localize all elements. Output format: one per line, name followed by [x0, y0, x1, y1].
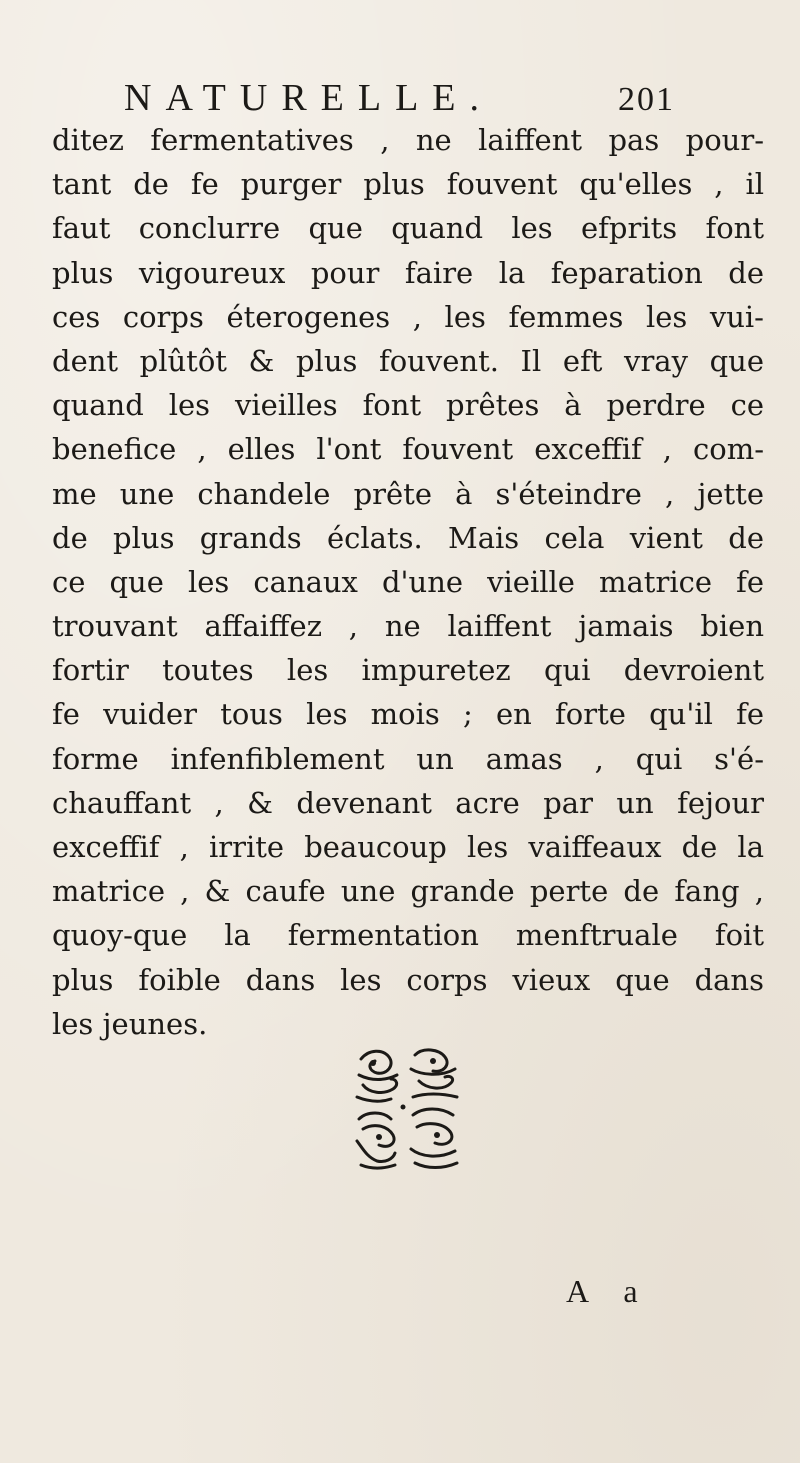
signature-mark: A a — [566, 1273, 652, 1309]
body-text — [52, 118, 764, 1046]
text-line: de plus grands éclats. Mais cela vient de — [52, 520, 764, 555]
text-line: trouvant affaiffez , ne laiffent jamais bien — [52, 609, 764, 644]
text-line: quand les vieilles font prêtes à perdre ce — [52, 388, 764, 423]
page-number: 201 — [618, 81, 675, 118]
text-line: plus vigoureux pour faire la feparation de — [52, 255, 764, 290]
printers-ornament-icon — [353, 1045, 463, 1175]
text-line: ditez fermentatives , ne laiffent pas pour- — [52, 123, 764, 157]
text-line: exceffif , irrite beaucoup les vaiffeaux de la — [52, 830, 764, 864]
text-line: ces corps éterogenes , les femmes les vui- — [52, 299, 764, 334]
running-title: NATURELLE. — [124, 77, 494, 119]
text-line: chauffant , & devenant acre par un fejour — [52, 785, 764, 820]
text-line: forme infenfiblement un amas , qui s'é- — [52, 741, 764, 776]
text-line: plus foible dans les corps vieux que dans — [52, 962, 764, 997]
text-line: les jeunes. — [52, 1006, 208, 1041]
text-line: fe vuider tous les mois ; en forte qu'il fe — [52, 697, 764, 732]
text-line: matrice , & caufe une grande perte de fang , — [52, 874, 764, 909]
text-line: faut conclurre que quand les efprits font — [52, 211, 764, 246]
text-line: fortir toutes les impuretez qui devroient — [52, 653, 764, 688]
text-line: me une chandele prête à s'éteindre , jette — [52, 476, 764, 511]
text-line: quoy-que la fermentation menftruale foit — [52, 918, 764, 953]
text-line: tant de fe purger plus fouvent qu'elles , il — [52, 167, 764, 202]
text-line: ce que les canaux d'une vieille matrice fe — [52, 564, 764, 599]
text-line: benefice , elles l'ont fouvent exceffif , com- — [52, 432, 764, 467]
text-line: dent plûtôt & plus fouvent. Il eft vray que — [52, 343, 764, 378]
